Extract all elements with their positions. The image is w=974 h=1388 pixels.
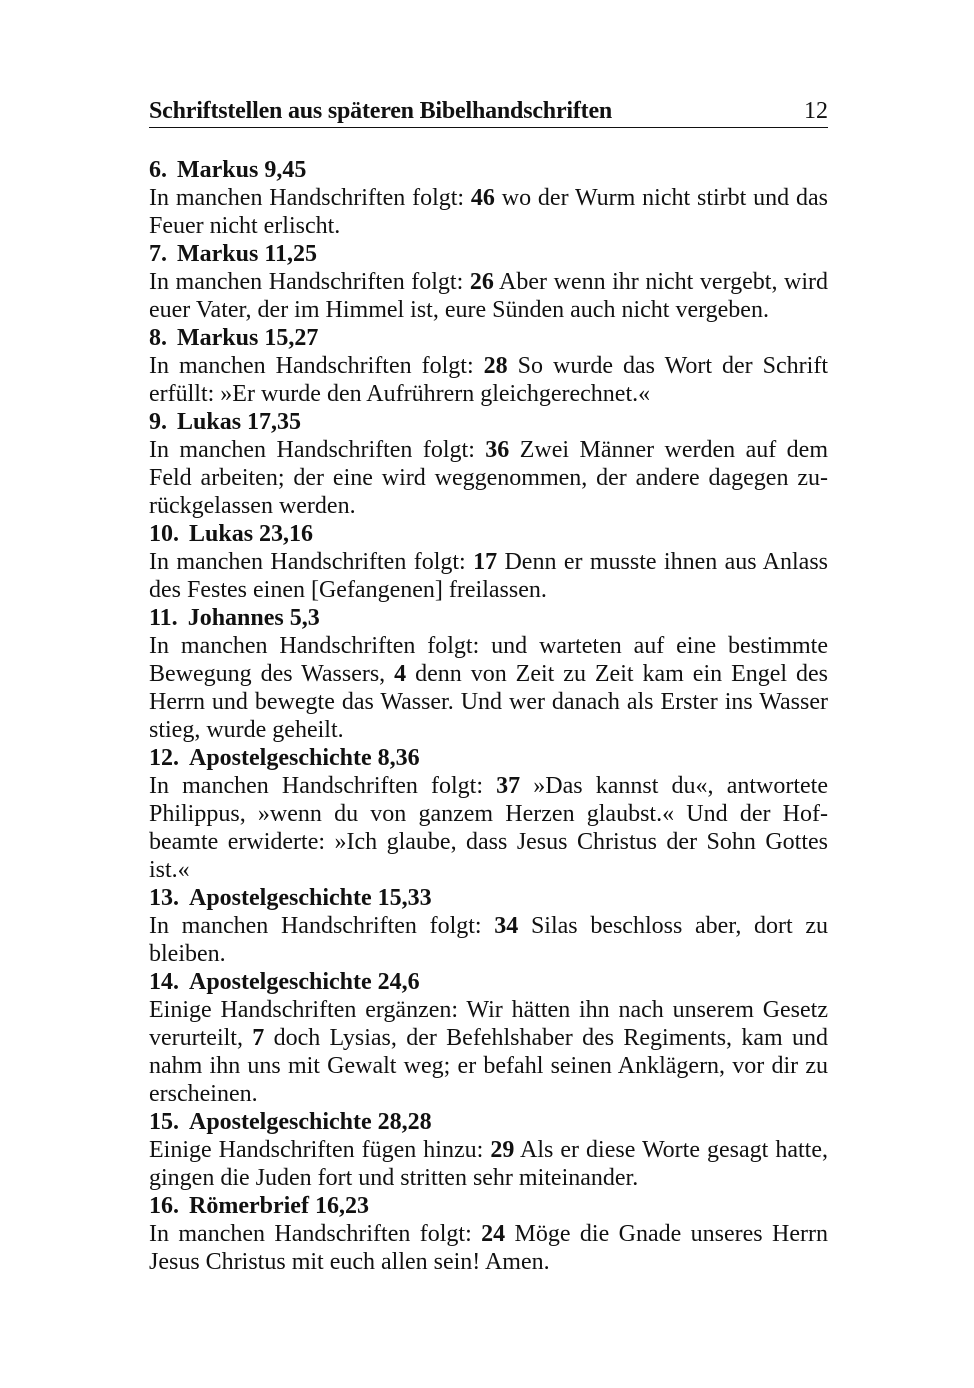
entry-8 xyxy=(149,324,828,408)
entry-number: 11. xyxy=(149,605,178,631)
verse-number: 28 xyxy=(483,353,508,379)
verse-number: 46 xyxy=(470,185,495,211)
entry-text-before: Einige Handschriften ergänzen: Wir hätten ihn nach unserem Gesetz verurteilt, xyxy=(149,997,828,1051)
entry-13 xyxy=(149,884,828,968)
entry-heading xyxy=(149,1108,828,1136)
entry-number: 10. xyxy=(149,521,179,547)
entry-text xyxy=(149,1220,828,1276)
entry-text-before: In manchen Handschriften folgt: xyxy=(149,913,495,939)
entry-text-after: Aber wenn ihr nicht vergebt, wird euer Vater, der im Himmel ist, eure Sünden auch nicht vergeben. xyxy=(149,269,828,323)
verse-number: 29 xyxy=(490,1137,515,1163)
running-title: Schriftstellen aus späteren Bibelhandschriften xyxy=(149,98,613,124)
entry-9 xyxy=(149,408,828,520)
entry-text-before: In manchen Handschriften folgt: xyxy=(149,185,471,211)
entry-heading xyxy=(149,156,828,184)
entry-heading xyxy=(149,604,828,632)
entry-number: 13. xyxy=(149,885,179,911)
verse-number: 4 xyxy=(394,661,407,687)
entry-7 xyxy=(149,240,828,324)
entry-text-after: Zwei Männer werden auf dem Feld arbeiten; der eine wird weggenommen, der andere dagegen zurückgelassen werden. xyxy=(149,437,829,519)
entry-number: 16. xyxy=(149,1193,179,1219)
entry-text-after: »Das kannst du«, antwortete Philippus, »wenn du von ganzem Herzen glaubst.« Und der Hofbeamte erwiderte: »Ich glaube, dass Jesus Christus der Sohn Gottes ist.« xyxy=(149,773,828,883)
entry-number: 14. xyxy=(149,969,179,995)
entry-heading xyxy=(149,324,828,352)
entry-number: 12. xyxy=(149,745,179,771)
entry-reference: Apostelgeschichte 24,6 xyxy=(189,969,420,995)
entry-reference: Lukas 23,16 xyxy=(189,521,314,547)
entry-text xyxy=(149,632,828,744)
entry-heading xyxy=(149,240,828,268)
entry-text-before: In manchen Handschriften folgt: xyxy=(149,437,486,463)
entry-reference: Johannes 5,3 xyxy=(187,605,320,631)
entry-heading xyxy=(149,408,828,436)
entry-text-before: In manchen Handschriften folgt: xyxy=(149,549,474,575)
entry-text xyxy=(149,548,828,604)
entry-text xyxy=(149,352,828,408)
verse-number: 36 xyxy=(485,437,510,463)
entry-reference: Apostelgeschichte 8,36 xyxy=(189,745,420,771)
entry-text-after: wo der Wurm nicht stirbt und das Feuer nicht erlischt. xyxy=(149,185,828,239)
entry-14 xyxy=(149,968,828,1108)
page-number: 12 xyxy=(804,98,828,124)
entry-text-after: Als er diese Worte gesagt hatte, gingen die Juden fort und stritten sehr miteinander. xyxy=(149,1137,828,1191)
entry-reference: Markus 11,25 xyxy=(177,241,318,267)
entry-reference: Markus 15,27 xyxy=(177,325,319,351)
entry-text-before: In manchen Handschriften folgt: und warteten auf eine bestimmte Bewegung des Wassers, xyxy=(149,633,828,687)
verse-number: 17 xyxy=(473,549,498,575)
entry-list xyxy=(149,156,828,1276)
entry-number: 9. xyxy=(149,409,167,435)
entry-text-after: Silas beschloss aber, dort zu bleiben. xyxy=(149,913,828,967)
entry-15 xyxy=(149,1108,828,1192)
entry-text xyxy=(149,184,828,240)
verse-number: 24 xyxy=(481,1221,506,1247)
running-header xyxy=(149,98,828,128)
entry-text-before: In manchen Handschriften folgt: xyxy=(149,269,470,295)
entry-heading xyxy=(149,968,828,996)
entry-text-after: So wurde das Wort der Schrift erfüllt: »Er wurde den Aufrührern gleichgerechnet.« xyxy=(149,353,828,407)
entry-text xyxy=(149,996,828,1108)
entry-text-after: Möge die Gnade unseres Herrn Jesus Christus mit euch allen sein! Amen. xyxy=(149,1221,828,1275)
verse-number: 37 xyxy=(496,773,521,799)
entry-reference: Römerbrief 16,23 xyxy=(189,1193,369,1219)
entry-number: 6. xyxy=(149,157,167,183)
entry-reference: Apostelgeschichte 28,28 xyxy=(189,1109,432,1135)
entry-reference: Apostelgeschichte 15,33 xyxy=(189,885,432,911)
entry-reference: Lukas 17,35 xyxy=(177,409,302,435)
entry-heading xyxy=(149,744,828,772)
entry-text-after: doch Lysias, der Befehlshaber des Regiments, kam und nahm ihn uns mit Gewalt weg; er befahl seinen Anklägern, vor dir zu erscheinen. xyxy=(149,1025,828,1107)
entry-heading xyxy=(149,1192,828,1220)
document-page xyxy=(149,98,828,1276)
entry-text-before: In manchen Handschriften folgt: xyxy=(149,353,484,379)
entry-10 xyxy=(149,520,828,604)
entry-text-after: Denn er musste ihnen aus Anlass des Festes einen [Gefangenen] freilassen. xyxy=(149,549,828,603)
entry-6 xyxy=(149,156,828,240)
entry-12 xyxy=(149,744,828,884)
entry-text-after: denn von Zeit zu Zeit kam ein Engel des Herrn und bewegte das Wasser. Und wer danach als Erster ins Wasser stieg, wurde geheilt. xyxy=(149,661,829,743)
entry-text xyxy=(149,1136,828,1192)
entry-text-before: In manchen Handschriften folgt: xyxy=(149,773,497,799)
verse-number: 7 xyxy=(252,1025,265,1051)
entry-heading xyxy=(149,884,828,912)
verse-number: 26 xyxy=(469,269,494,295)
entry-16 xyxy=(149,1192,828,1276)
entry-text xyxy=(149,772,828,884)
entry-number: 7. xyxy=(149,241,167,267)
verse-number: 34 xyxy=(494,913,519,939)
entry-text xyxy=(149,912,828,968)
entry-text-before: Einige Handschriften fügen hinzu: xyxy=(149,1137,491,1163)
entry-text xyxy=(149,436,828,520)
entry-number: 15. xyxy=(149,1109,179,1135)
entry-text xyxy=(149,268,828,324)
entry-reference: Markus 9,45 xyxy=(177,157,307,183)
entry-text-before: In manchen Handschriften folgt: xyxy=(149,1221,482,1247)
entry-11 xyxy=(149,604,828,744)
entry-heading xyxy=(149,520,828,548)
entry-number: 8. xyxy=(149,325,167,351)
